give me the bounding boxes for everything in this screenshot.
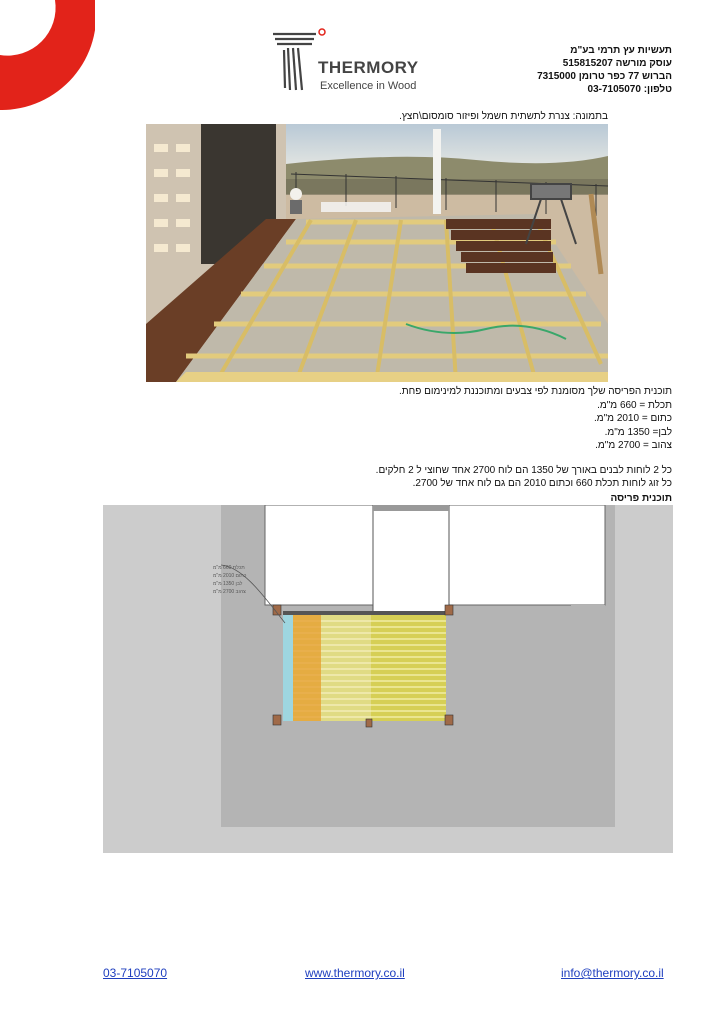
layout-plan-text bbox=[172, 385, 672, 491]
company-name: תעשיות עץ תרמי בע"מ bbox=[570, 45, 672, 56]
legend-white: לבן 1350 מ"מ bbox=[213, 581, 243, 587]
brand-tagline: Excellence in Wood bbox=[320, 80, 417, 92]
plan-item-orange: כתום = 2010 מ"מ. bbox=[593, 413, 672, 424]
footer-phone-link[interactable]: 03-7105070 bbox=[103, 966, 168, 980]
deck-layout-drawing bbox=[103, 505, 673, 853]
company-id: עוסק מורשה 515815207 bbox=[562, 58, 672, 69]
legend-yellow: צהוב 2700 מ"מ bbox=[213, 589, 246, 595]
photo-caption: בתמונה: צנרת לתשתית חשמל ופיזור סומסום\חצץ. bbox=[399, 111, 608, 122]
plan-item-light-blue: תכלת = 660 מ"מ. bbox=[597, 399, 672, 411]
deck-boards bbox=[283, 615, 446, 721]
legend-light-blue: תכלת 660 מ"מ bbox=[213, 565, 245, 571]
footer-email-link[interactable]: info@thermory.co.il bbox=[561, 966, 664, 980]
layout-plan-title: תוכנית פריסה bbox=[610, 493, 672, 504]
plan-item-white: לבן= 1350 מ"מ. bbox=[604, 426, 672, 438]
company-phone: טלפון: 03-7105070 bbox=[587, 84, 672, 95]
company-address: הברוש 77 כפר טרומן 7315000 bbox=[537, 71, 672, 82]
corner-accent bbox=[0, 0, 95, 110]
brand-name: THERMORY bbox=[318, 58, 419, 77]
footer-website-link[interactable]: www.thermory.co.il bbox=[305, 966, 405, 980]
company-info bbox=[452, 44, 672, 96]
plan-note-white-boards: כל 2 לוחות לבנים באורך של 1350 הם לוח 2700 אחד שחוצי ל 2 חלקים. bbox=[375, 464, 672, 476]
legend-orange: כתום 2010 מ"מ bbox=[213, 573, 247, 579]
deck-construction-photo bbox=[146, 124, 608, 382]
plan-item-yellow: צהוב = 2700 מ"מ. bbox=[595, 440, 672, 451]
plan-intro: תוכנית הפריסה שלך מסומנת לפי צבעים ומתוכננת למינימום פחת. bbox=[398, 386, 672, 397]
plan-note-pair-boards: כל זוג לוחות תכלת 660 וכתום 2010 הם גם לוח אחד של 2700. bbox=[412, 478, 672, 489]
